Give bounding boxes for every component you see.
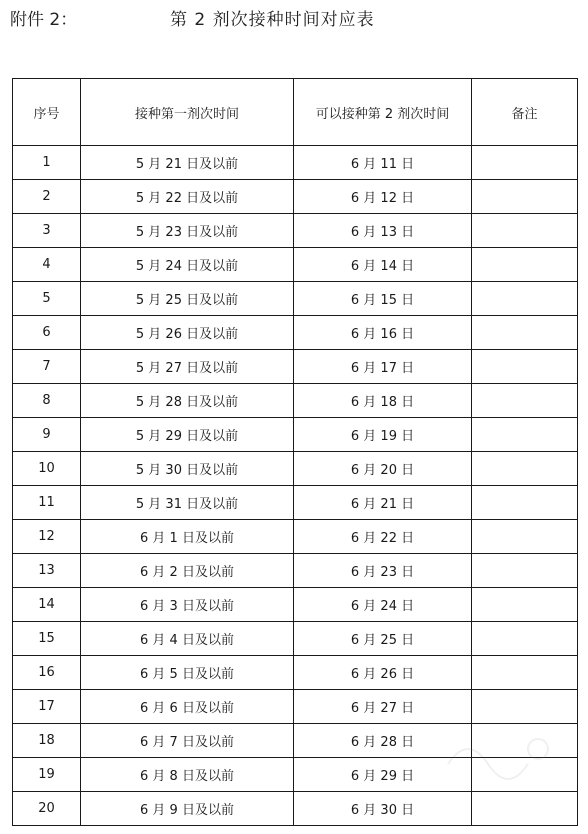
table-row <box>13 758 578 792</box>
note-cell <box>472 248 578 282</box>
first-dose-cell: 5 月 23 日及以前 <box>81 214 294 248</box>
first-dose-cell: 6 月 4 日及以前 <box>81 622 294 656</box>
attachment-label: 附件 2： <box>10 10 78 30</box>
second-dose-cell: 6 月 22 日 <box>294 520 472 554</box>
header-row <box>13 79 578 146</box>
row-number-cell: 14 <box>13 588 81 622</box>
column-header-number: 序号 <box>13 79 81 146</box>
first-dose-cell: 6 月 1 日及以前 <box>81 520 294 554</box>
first-dose-cell: 6 月 9 日及以前 <box>81 792 294 826</box>
second-dose-cell: 6 月 16 日 <box>294 316 472 350</box>
row-number-cell: 13 <box>13 554 81 588</box>
column-header-first-dose: 接种第一剂次时间 <box>81 79 294 146</box>
row-number-cell: 18 <box>13 724 81 758</box>
first-dose-cell: 5 月 28 日及以前 <box>81 384 294 418</box>
first-dose-cell: 6 月 6 日及以前 <box>81 690 294 724</box>
note-cell <box>472 384 578 418</box>
table-row <box>13 248 578 282</box>
note-cell <box>472 622 578 656</box>
first-dose-cell: 5 月 27 日及以前 <box>81 350 294 384</box>
document-title: 第 2 剂次接种时间对应表 <box>170 10 375 30</box>
note-cell <box>472 588 578 622</box>
row-number-cell: 7 <box>13 350 81 384</box>
row-number-cell: 6 <box>13 316 81 350</box>
table-row <box>13 690 578 724</box>
document-header <box>10 8 588 32</box>
note-cell <box>472 418 578 452</box>
table-row <box>13 486 578 520</box>
row-number-cell: 9 <box>13 418 81 452</box>
second-dose-cell: 6 月 28 日 <box>294 724 472 758</box>
table-row <box>13 588 578 622</box>
note-cell <box>472 146 578 180</box>
second-dose-cell: 6 月 11 日 <box>294 146 472 180</box>
row-number-cell: 11 <box>13 486 81 520</box>
table-header <box>13 79 578 146</box>
table-row <box>13 452 578 486</box>
note-cell <box>472 792 578 826</box>
row-number-cell: 2 <box>13 180 81 214</box>
note-cell <box>472 316 578 350</box>
note-cell <box>472 282 578 316</box>
second-dose-cell: 6 月 20 日 <box>294 452 472 486</box>
column-header-second-dose: 可以接种第 2 剂次时间 <box>294 79 472 146</box>
second-dose-cell: 6 月 23 日 <box>294 554 472 588</box>
table-row <box>13 316 578 350</box>
row-number-cell: 19 <box>13 758 81 792</box>
first-dose-cell: 5 月 31 日及以前 <box>81 486 294 520</box>
second-dose-cell: 6 月 27 日 <box>294 690 472 724</box>
table-row <box>13 418 578 452</box>
first-dose-cell: 5 月 30 日及以前 <box>81 452 294 486</box>
note-cell <box>472 452 578 486</box>
first-dose-cell: 5 月 29 日及以前 <box>81 418 294 452</box>
note-cell <box>472 350 578 384</box>
second-dose-cell: 6 月 15 日 <box>294 282 472 316</box>
row-number-cell: 8 <box>13 384 81 418</box>
row-number-cell: 5 <box>13 282 81 316</box>
second-dose-cell: 6 月 19 日 <box>294 418 472 452</box>
row-number-cell: 20 <box>13 792 81 826</box>
table-row <box>13 792 578 826</box>
second-dose-cell: 6 月 21 日 <box>294 486 472 520</box>
row-number-cell: 10 <box>13 452 81 486</box>
row-number-cell: 17 <box>13 690 81 724</box>
note-cell <box>472 758 578 792</box>
note-cell <box>472 690 578 724</box>
second-dose-cell: 6 月 25 日 <box>294 622 472 656</box>
note-cell <box>472 656 578 690</box>
row-number-cell: 15 <box>13 622 81 656</box>
first-dose-cell: 5 月 21 日及以前 <box>81 146 294 180</box>
row-number-cell: 4 <box>13 248 81 282</box>
second-dose-cell: 6 月 26 日 <box>294 656 472 690</box>
table-row <box>13 214 578 248</box>
first-dose-cell: 6 月 2 日及以前 <box>81 554 294 588</box>
table-row <box>13 622 578 656</box>
note-cell <box>472 214 578 248</box>
row-number-cell: 16 <box>13 656 81 690</box>
table-body <box>13 146 578 826</box>
first-dose-cell: 5 月 26 日及以前 <box>81 316 294 350</box>
column-header-note: 备注 <box>472 79 578 146</box>
first-dose-cell: 6 月 5 日及以前 <box>81 656 294 690</box>
first-dose-cell: 6 月 3 日及以前 <box>81 588 294 622</box>
table-row <box>13 180 578 214</box>
table-row <box>13 350 578 384</box>
row-number-cell: 3 <box>13 214 81 248</box>
note-cell <box>472 554 578 588</box>
table-row <box>13 520 578 554</box>
note-cell <box>472 180 578 214</box>
first-dose-cell: 5 月 22 日及以前 <box>81 180 294 214</box>
table-row <box>13 554 578 588</box>
second-dose-cell: 6 月 18 日 <box>294 384 472 418</box>
row-number-cell: 12 <box>13 520 81 554</box>
note-cell <box>472 520 578 554</box>
first-dose-cell: 6 月 7 日及以前 <box>81 724 294 758</box>
second-dose-cell: 6 月 29 日 <box>294 758 472 792</box>
second-dose-cell: 6 月 17 日 <box>294 350 472 384</box>
schedule-table <box>12 78 578 826</box>
second-dose-cell: 6 月 13 日 <box>294 214 472 248</box>
table-row <box>13 282 578 316</box>
table-row <box>13 384 578 418</box>
second-dose-cell: 6 月 14 日 <box>294 248 472 282</box>
second-dose-cell: 6 月 12 日 <box>294 180 472 214</box>
second-dose-cell: 6 月 30 日 <box>294 792 472 826</box>
first-dose-cell: 5 月 25 日及以前 <box>81 282 294 316</box>
note-cell <box>472 724 578 758</box>
table-row <box>13 656 578 690</box>
first-dose-cell: 6 月 8 日及以前 <box>81 758 294 792</box>
note-cell <box>472 486 578 520</box>
table-row <box>13 724 578 758</box>
second-dose-cell: 6 月 24 日 <box>294 588 472 622</box>
row-number-cell: 1 <box>13 146 81 180</box>
first-dose-cell: 5 月 24 日及以前 <box>81 248 294 282</box>
table-row <box>13 146 578 180</box>
